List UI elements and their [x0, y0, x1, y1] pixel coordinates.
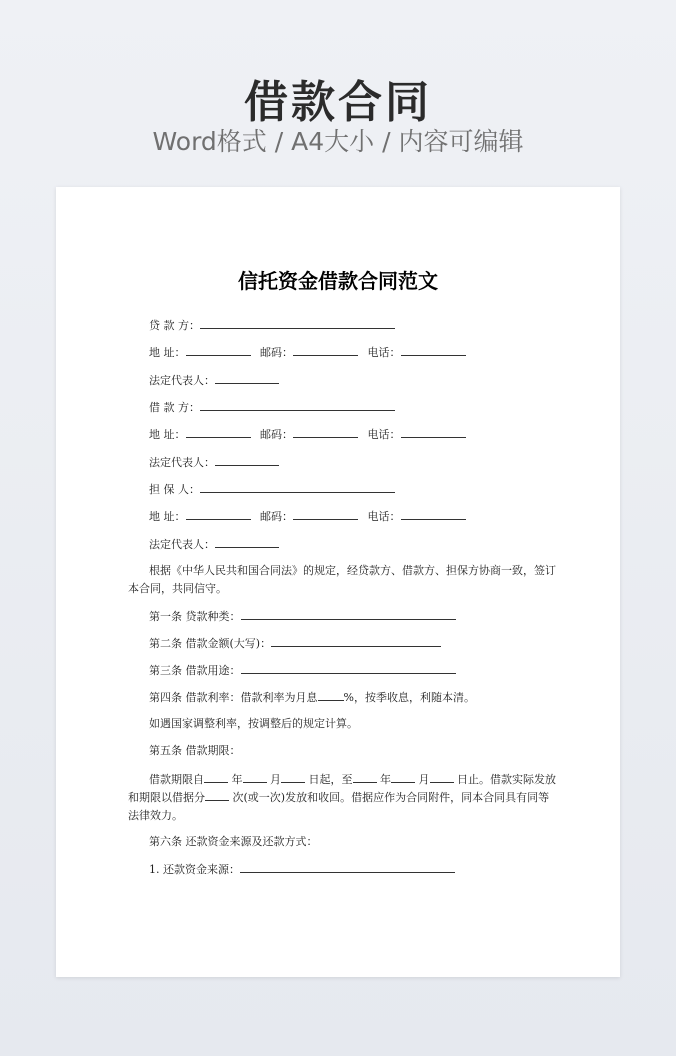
address-label: 地 址： — [149, 428, 186, 441]
lender-rep-line — [149, 372, 279, 389]
borrower-blank[interactable] — [200, 399, 395, 411]
article-6-label: 第六条 还款资金来源及还款方式： — [149, 835, 318, 848]
article-3-blank[interactable] — [241, 662, 456, 674]
postcode-blank[interactable] — [293, 508, 358, 520]
guarantor-line — [149, 481, 395, 498]
article-4-label: 第四条 借款利率：借款利率为月息 — [149, 691, 318, 704]
end-month-blank[interactable] — [391, 771, 415, 783]
article-4-suffix: %，按季收息，利随本清。 — [343, 691, 475, 704]
guarantor-address-line — [149, 508, 466, 525]
rep-blank[interactable] — [215, 454, 279, 466]
article-2-blank[interactable] — [271, 635, 441, 647]
lender-line — [149, 317, 395, 334]
rep-blank[interactable] — [215, 536, 279, 548]
repay-source-label: 1. 还款资金来源： — [149, 863, 240, 876]
page-heading: 借款合同 — [244, 77, 432, 128]
phone-label: 电话： — [367, 346, 401, 359]
address-blank[interactable] — [186, 426, 251, 438]
address-blank[interactable] — [186, 344, 251, 356]
borrower-label: 借 款 方： — [149, 401, 200, 414]
repay-source-blank[interactable] — [240, 861, 455, 873]
rate-adjust-text: 如遇国家调整利率，按调整后的规定计算。 — [149, 717, 358, 730]
start-month-blank[interactable] — [243, 771, 267, 783]
article-1-label: 第一条 贷款种类： — [149, 610, 241, 623]
term-text: 月 — [270, 773, 281, 786]
phone-blank[interactable] — [401, 344, 466, 356]
guarantor-blank[interactable] — [200, 481, 395, 493]
borrower-line — [149, 399, 395, 416]
term-text: 年 — [380, 773, 391, 786]
document-title: 信托资金借款合同范文 — [238, 269, 438, 293]
document-page — [56, 187, 620, 977]
address-label: 地 址： — [149, 346, 186, 359]
preamble-paragraph: 根据《中华人民共和国合同法》的规定，经贷款方、借款方、担保方协商一致，签订本合同，共同信守。 — [128, 564, 556, 595]
postcode-label: 邮码： — [260, 346, 293, 359]
postcode-label: 邮码： — [260, 510, 293, 523]
term-text: 借款期限自 — [149, 773, 204, 786]
start-year-blank[interactable] — [204, 771, 228, 783]
borrower-address-line — [149, 426, 466, 443]
postcode-label: 邮码： — [260, 428, 293, 441]
start-day-blank[interactable] — [281, 771, 305, 783]
postcode-blank[interactable] — [293, 344, 358, 356]
lender-address-line — [149, 344, 466, 361]
end-day-blank[interactable] — [430, 771, 454, 783]
phone-blank[interactable] — [401, 508, 466, 520]
page-subheading: Word格式 / A4大小 / 内容可编辑 — [152, 127, 524, 156]
rep-label: 法定代表人： — [149, 456, 215, 469]
article-3-line — [149, 662, 456, 679]
rep-blank[interactable] — [215, 372, 279, 384]
term-text: 月 — [418, 773, 430, 786]
article-6-line — [149, 834, 318, 850]
article-3-label: 第三条 借款用途： — [149, 664, 241, 677]
phone-blank[interactable] — [401, 426, 466, 438]
guarantor-rep-line — [149, 536, 279, 553]
lender-blank[interactable] — [200, 317, 395, 329]
end-year-blank[interactable] — [353, 771, 377, 783]
article-1-blank[interactable] — [241, 608, 456, 620]
phone-label: 电话： — [367, 428, 401, 441]
article-4-line — [149, 689, 475, 706]
term-text: 次(或一次)发放和收回。借据应作为合同附件，同本合同具有同等法律效力。 — [128, 791, 550, 822]
rate-adjust-line — [149, 716, 358, 732]
rep-label: 法定代表人： — [149, 538, 215, 551]
guarantor-label: 担 保 人： — [149, 483, 200, 496]
phone-label: 电话： — [367, 510, 401, 523]
term-text: 日起，至 — [308, 773, 353, 786]
address-label: 地 址： — [149, 510, 186, 523]
installments-blank[interactable] — [205, 789, 229, 801]
article-2-label: 第二条 借款金额(大写)： — [149, 637, 272, 650]
rep-label: 法定代表人： — [149, 374, 215, 387]
lender-label: 贷 款 方： — [149, 319, 200, 332]
article-1-line — [149, 608, 456, 625]
article-2-line — [149, 635, 441, 652]
borrower-rep-line — [149, 454, 279, 471]
article-5-line — [149, 743, 241, 759]
term-text: 日止。借款实际发放和期限以借据分 — [128, 773, 556, 804]
term-paragraph — [128, 771, 556, 825]
article-5-label: 第五条 借款期限： — [149, 744, 241, 757]
postcode-blank[interactable] — [293, 426, 358, 438]
repay-source-line — [149, 861, 455, 878]
term-text: 年 — [231, 773, 243, 786]
interest-rate-blank[interactable] — [318, 689, 344, 701]
address-blank[interactable] — [186, 508, 251, 520]
